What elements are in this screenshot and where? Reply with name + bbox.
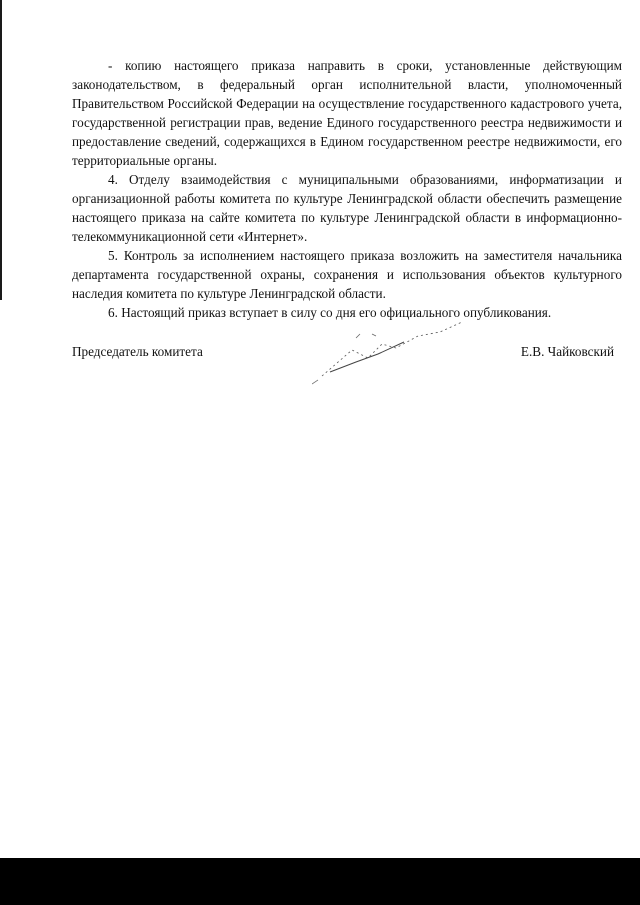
scan-bottom-edge bbox=[0, 858, 640, 905]
signature-block bbox=[72, 342, 620, 412]
paragraph-copy-instruction: - копию настоящего приказа направить в сроки, установленные действующим законодательством, в федеральный орган исполнительной власти, уполномоченный Правительством Российской Федерации на осуществление государственного кадастрового учета, государственной регистрации прав, ведение Единого государственного реестра недвижимости и предоставление сведений, содержащихся в Едином государственном реестре недвижимости, его территориальные органы. bbox=[72, 58, 622, 168]
document-body bbox=[72, 56, 622, 322]
signatory-role: Председатель комитета bbox=[72, 344, 203, 359]
paragraph-item-5: 5. Контроль за исполнением настоящего приказа возложить на заместителя начальника департамента государственной охраны, сохранения и использования объектов культурного наследия комитета по культуре Ленинградской области. bbox=[72, 248, 622, 301]
scan-edge-line bbox=[0, 0, 2, 300]
paragraph-item-6: 6. Настоящий приказ вступает в силу со дня его официального опубликования. bbox=[108, 305, 552, 320]
handwritten-signature bbox=[312, 314, 472, 394]
paragraph-item-4: 4. Отделу взаимодействия с муниципальными образованиями, информатизации и организационной работы комитета по культуре Ленинградской области обеспечить размещение настоящего приказа на сайте комитета по культуре Ленинградской области в информационно-телекоммуникационной сети «Интернет». bbox=[72, 172, 622, 244]
signatory-name: Е.В. Чайковский bbox=[520, 344, 614, 359]
